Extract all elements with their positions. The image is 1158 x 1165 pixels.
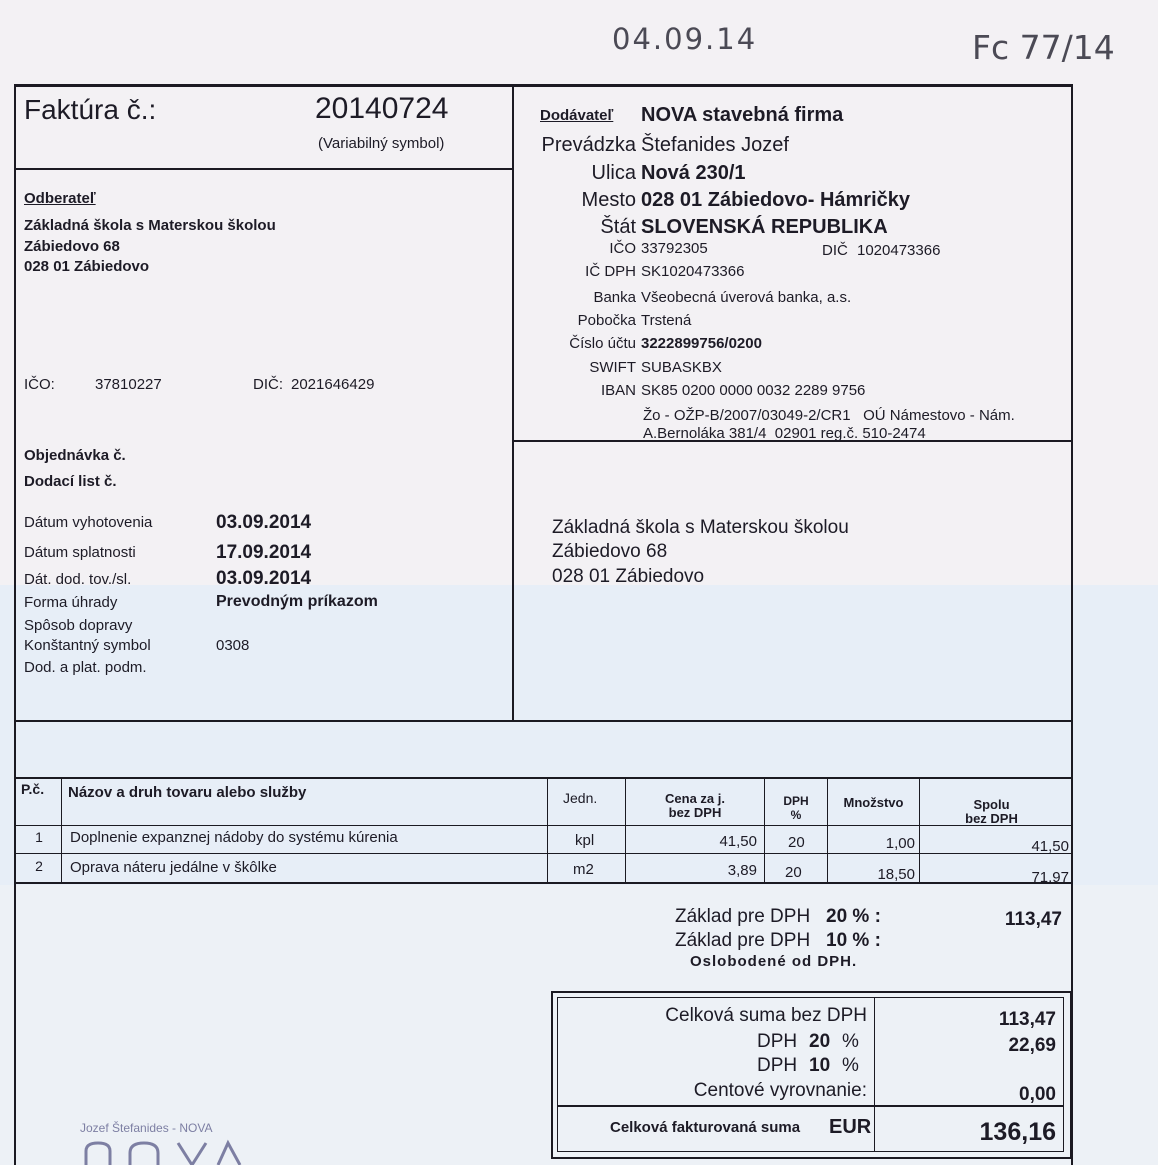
- supplier-bank: Všeobecná úverová banka, a.s.: [641, 289, 852, 306]
- variable-symbol-note: (Variabilný symbol): [318, 135, 445, 152]
- supplier-account-label: Číslo účtu: [569, 335, 636, 352]
- order-field-label: Forma úhrady: [24, 594, 118, 611]
- table-line: [16, 777, 1072, 779]
- col-header-total: [920, 798, 1063, 826]
- supplier-branch: Trstená: [641, 312, 692, 329]
- col-header-vat-line2: %: [790, 808, 802, 822]
- summary-divider: [874, 997, 875, 1106]
- invoice-number: 20140724: [315, 92, 449, 125]
- vat20-label: DPH: [757, 1031, 798, 1052]
- total-no-vat: 113,47: [998, 1009, 1056, 1030]
- vat-base-rate-10: 10 % :: [826, 930, 881, 951]
- supplier-label: Prevádzka: [541, 134, 636, 156]
- col-header-price-line2: bez DPH: [668, 805, 722, 820]
- row-qty: 1,00: [885, 835, 915, 852]
- invoiced-currency: EUR: [829, 1116, 872, 1138]
- supplier-label: Štát: [600, 216, 636, 238]
- vat-base-value-20: 113,47: [1004, 909, 1062, 930]
- customer-dic-label: DIČ:: [253, 376, 283, 393]
- row-total: 71,97: [1031, 869, 1069, 886]
- middle-divider: [16, 720, 1072, 722]
- row-no: 2: [35, 858, 43, 874]
- invoice-label: Faktúra č.:: [24, 94, 157, 125]
- row-vat: 20: [788, 834, 805, 851]
- supplier-bank-label: Banka: [593, 289, 636, 306]
- order-field-value: 03.09.2014: [216, 568, 312, 589]
- col-header-vat: [765, 794, 827, 822]
- col-header-no: P.č.: [21, 781, 45, 797]
- total-no-vat-label: Celková suma bez DPH: [665, 1005, 867, 1026]
- row-price: 3,89: [727, 862, 757, 879]
- row-name: Doplnenie expanznej nádoby do systému kúrenia: [70, 829, 398, 846]
- order-field-label: Dát. dod. tov./sl.: [24, 571, 132, 588]
- vat20-value: 22,69: [1008, 1035, 1056, 1056]
- row-vat: 20: [785, 864, 802, 881]
- col-header-price: [626, 792, 764, 820]
- handwritten-date: 04.09.14: [612, 22, 758, 56]
- customer-ico: 37810227: [95, 376, 162, 393]
- order-field-label: Dátum vyhotovenia: [24, 514, 153, 531]
- col-header-total-line2: bez DPH: [965, 811, 1018, 826]
- frame-top: [14, 84, 1072, 87]
- customer-ico-label: IČO:: [24, 376, 55, 393]
- header-divider: [16, 168, 513, 170]
- supplier-ico: 33792305: [641, 240, 708, 257]
- vat-base-label-10: Základ pre DPH: [675, 930, 811, 951]
- vat10-rate: 10: [809, 1055, 831, 1076]
- order-field-value: 0308: [216, 637, 250, 654]
- customer-city: 028 01 Zábiedovo: [24, 258, 150, 275]
- order-field-label: Konštantný symbol: [24, 637, 151, 654]
- supplier-register-line1: Žo - OŽP-B/2007/03049-2/CR1 OÚ Námestovo - Nám.: [643, 407, 1015, 424]
- handwritten-reference: Fc 77/14: [972, 28, 1115, 67]
- col-header-price-line1: Cena za j.: [665, 791, 725, 806]
- customer-dic: 2021646429: [291, 376, 375, 393]
- row-price: 41,50: [719, 833, 757, 850]
- stamp-logo: [82, 1137, 252, 1165]
- delivery-street: Zábiedovo 68: [552, 541, 668, 562]
- vat-base-rate-20: 20 % :: [826, 906, 881, 927]
- supplier-value: 028 01 Zábiedovo- Hámričky: [641, 189, 911, 211]
- row-name: Oprava náteru jedálne v škôlke: [70, 859, 277, 876]
- rounding-label: Centové vyrovnanie:: [693, 1080, 867, 1101]
- order-field-value: Prevodným príkazom: [216, 593, 378, 610]
- supplier-iban: SK85 0200 0000 0032 2289 9756: [641, 382, 866, 399]
- table-col-line: [919, 778, 920, 883]
- vat-base-label-20: Základ pre DPH: [675, 906, 811, 927]
- table-line: [16, 853, 1072, 854]
- supplier-branch-label: Pobočka: [577, 312, 636, 329]
- order-field-label: Spôsob dopravy: [24, 617, 133, 634]
- supplier-account: 3222899756/0200: [641, 335, 762, 352]
- vat10-pct: %: [842, 1055, 859, 1076]
- col-header-vat-line1: DPH: [783, 794, 809, 808]
- customer-street: Zábiedovo 68: [24, 238, 120, 255]
- supplier-value: SLOVENSKÁ REPUBLIKA: [641, 216, 888, 238]
- invoiced-label: Celková fakturovaná suma: [610, 1119, 801, 1136]
- row-unit: m2: [573, 861, 594, 878]
- row-unit: kpl: [575, 832, 595, 849]
- supplier-name: NOVA stavebná firma: [641, 104, 844, 126]
- col-header-qty: Množstvo: [843, 795, 904, 810]
- delivery-name: Základná škola s Materskou školou: [552, 517, 849, 538]
- delivery-note-label: Dodací list č.: [24, 473, 117, 490]
- rounding-value: 0,00: [1019, 1084, 1056, 1105]
- supplier-register-line2: A.Bernoláka 381/4 02901 reg.č. 510-2474: [643, 425, 926, 442]
- vat10-label: DPH: [757, 1055, 798, 1076]
- frame-left: [14, 84, 16, 1165]
- supplier-icdph: SK1020473366: [641, 263, 745, 280]
- col-header-total-line1: Spolu: [973, 797, 1010, 812]
- summary-divider: [874, 1106, 875, 1151]
- order-field-value: 03.09.2014: [216, 512, 312, 533]
- supplier-value: Štefanides Jozef: [641, 134, 789, 156]
- col-header-unit: Jedn.: [563, 790, 598, 806]
- supplier-iban-label: IBAN: [600, 382, 636, 399]
- vat-exempt: Oslobodené od DPH.: [690, 953, 858, 970]
- supplier-label: Ulica: [591, 162, 636, 184]
- supplier-swift-label: SWIFT: [589, 359, 636, 376]
- vat20-rate: 20: [809, 1031, 831, 1052]
- supplier-icdph-label: IČ DPH: [585, 263, 636, 280]
- delivery-city: 028 01 Zábiedovo: [552, 566, 705, 587]
- row-no: 1: [35, 829, 43, 845]
- supplier-dic-label: DIČ: [822, 242, 848, 259]
- supplier-heading: Dodávateľ: [540, 107, 614, 124]
- customer-heading: Odberateľ: [24, 190, 96, 207]
- row-total: 41,50: [1031, 838, 1069, 855]
- order-field-label: Dod. a plat. podm.: [24, 659, 147, 676]
- supplier-label: Mesto: [581, 189, 636, 211]
- supplier-value: Nová 230/1: [641, 162, 746, 184]
- customer-name: Základná škola s Materskou školou: [24, 217, 276, 234]
- vat20-pct: %: [842, 1031, 859, 1052]
- invoiced-total: 136,16: [979, 1118, 1056, 1146]
- supplier-ico-label: IČO: [609, 240, 636, 257]
- supplier-dic: 1020473366: [857, 242, 941, 259]
- row-qty: 18,50: [877, 866, 915, 883]
- stamp-text: Jozef Štefanides - NOVA: [80, 1121, 213, 1135]
- supplier-swift: SUBASKBX: [641, 359, 722, 376]
- order-field-label: Dátum splatnosti: [24, 544, 136, 561]
- table-col-line: [547, 778, 548, 883]
- frame-divider: [512, 86, 514, 722]
- order-number-label: Objednávka č.: [24, 447, 126, 464]
- table-line: [16, 825, 1072, 826]
- order-field-value: 17.09.2014: [216, 542, 312, 563]
- col-header-name: Názov a druh tovaru alebo služby: [68, 784, 307, 801]
